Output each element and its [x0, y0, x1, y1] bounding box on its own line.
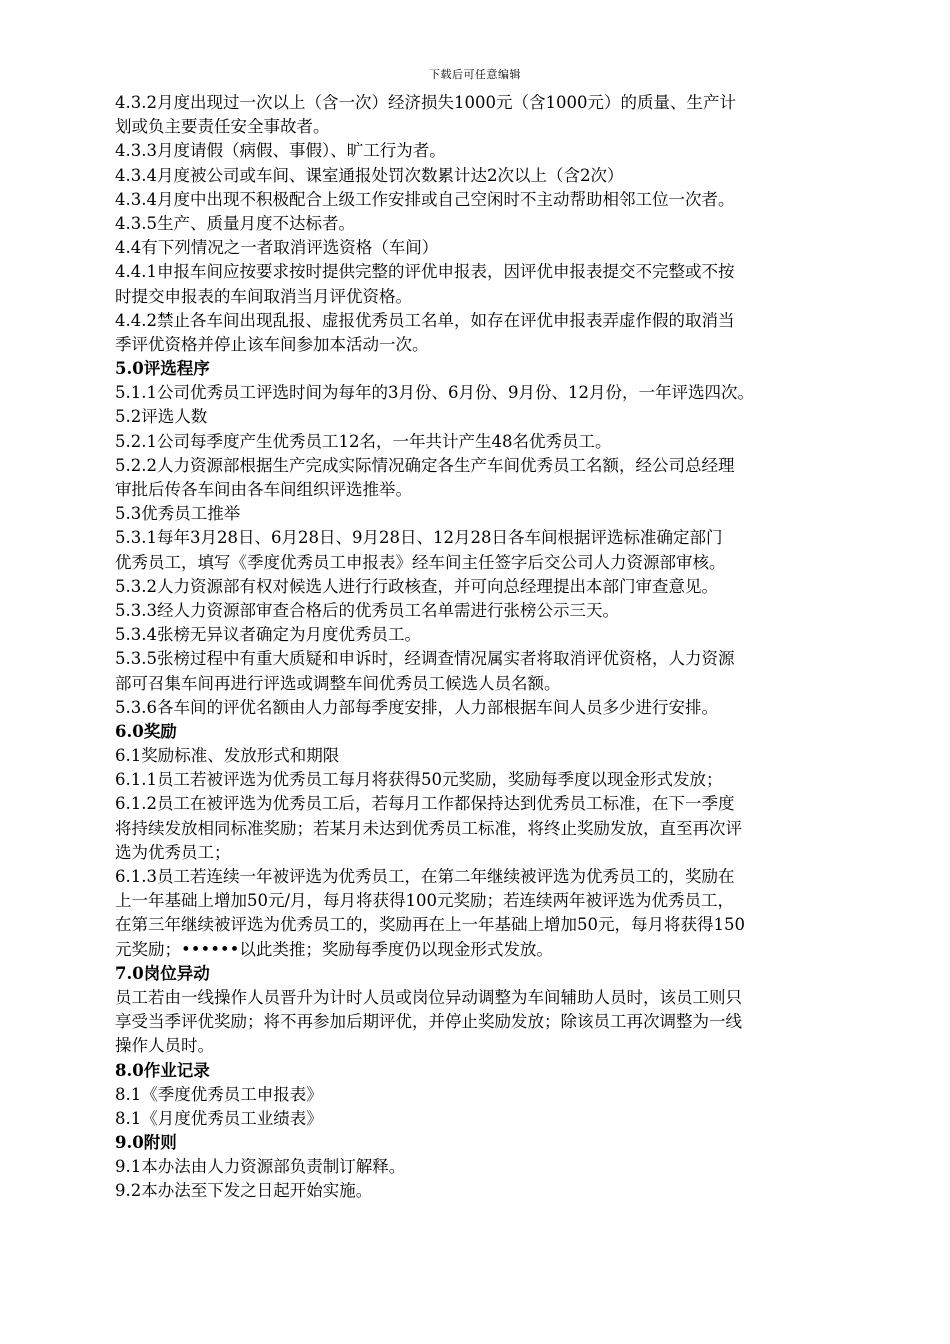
- text-line: 操作人员时。: [115, 1036, 214, 1056]
- text-line: 6.1奖励标准、发放形式和期限: [115, 746, 340, 766]
- text-line: 9.2本办法至下发之日起开始实施。: [115, 1181, 373, 1201]
- text-line: 员工若由一线操作人员晋升为计时人员或岗位异动调整为车间辅助人员时，该员工则只: [115, 987, 742, 1007]
- text-line: 5.2.2人力资源部根据生产完成实际情况确定各生产车间优秀员工名额，经公司总经理: [115, 455, 735, 475]
- section-heading: 5.0评选程序: [115, 359, 210, 379]
- text-line: 在第三年继续被评选为优秀员工的，奖励再在上一年基础上增加50元，每月将获得150: [115, 915, 745, 935]
- text-line: 元奖励；••••••以此类推；奖励每季度仍以现金形式发放。: [115, 939, 553, 959]
- text-line: 选为优秀员工；: [115, 842, 231, 862]
- text-line: 4.3.4月度中出现不积极配合上级工作安排或自己空闲时不主动帮助相邻工位一次者。: [115, 189, 735, 209]
- text-line: 6.1.3员工若连续一年被评选为优秀员工，在第二年继续被评选为优秀员工的，奖励在: [115, 867, 735, 886]
- text-line: 5.3优秀员工推举: [115, 504, 241, 524]
- section-heading: 9.0附则: [115, 1133, 177, 1153]
- text-line: 9.1本办法由人力资源部负责制订解释。: [115, 1157, 406, 1177]
- page-header: 下载后可任意编辑: [429, 68, 521, 81]
- text-line: 6.1.1员工若被评选为优秀员工每月将获得50元奖励，奖励每季度以现金形式发放；: [115, 770, 723, 790]
- text-line: 季评优资格并停止该车间参加本活动一次。: [115, 334, 429, 354]
- text-line: 5.1.1公司优秀员工评选时间为每年的3月份、6月份、9月份、12月份，一年评选四次。: [115, 383, 754, 403]
- text-line: 享受当季评优奖励；将不再参加后期评优，并停止奖励发放；除该员工再次调整为一线: [115, 1012, 742, 1032]
- text-line: 8.1《月度优秀员工业绩表》: [115, 1108, 323, 1128]
- text-line: 5.3.2人力资源部有权对候选人进行行政核查，并可向总经理提出本部门审查意见。: [115, 576, 718, 596]
- text-line: 4.3.5生产、质量月度不达标者。: [115, 213, 355, 233]
- text-line: 4.3.3月度请假（病假、事假）、旷工行为者。: [115, 141, 446, 161]
- text-line: 4.4有下列情况之一者取消评选资格（车间）: [115, 238, 439, 258]
- text-line: 时提交申报表的车间取消当月评优资格。: [115, 286, 412, 306]
- section-heading: 8.0作业记录: [115, 1060, 210, 1080]
- section-heading: 7.0岗位异动: [115, 963, 210, 983]
- text-line: 5.2.1公司每季度产生优秀员工12名，一年共计产生48名优秀员工。: [115, 431, 612, 451]
- document-body: [115, 91, 857, 1204]
- text-line: 5.2评选人数: [115, 407, 208, 427]
- text-line: 审批后传各车间由各车间组织评选推举。: [115, 480, 412, 499]
- text-line: 8.1《季度优秀员工申报表》: [115, 1084, 323, 1104]
- text-line: 划或负主要责任安全事故者。: [115, 117, 330, 137]
- text-line: 5.3.1每年3月28日、6月28日、9月28日、12月28日各车间根据评选标准确定部门: [115, 528, 723, 548]
- text-line: 5.3.3经人力资源部审查合格后的优秀员工名单需进行张榜公示三天。: [115, 600, 619, 620]
- text-line: 5.3.4张榜无异议者确定为月度优秀员工。: [115, 625, 421, 645]
- text-line: 上一年基础上增加50元/月，每月将获得100元奖励；若连续两年被评选为优秀员工，: [115, 891, 735, 911]
- text-line: 6.1.2员工在被评选为优秀员工后，若每月工作都保持达到优秀员工标准，在下一季度: [115, 794, 735, 814]
- text-line: 4.3.4月度被公司或车间、课室通报处罚次数累计达2次以上（含2次）: [115, 165, 624, 185]
- text-line: 5.3.5张榜过程中有重大质疑和申诉时，经调查情况属实者将取消评优资格，人力资源: [115, 649, 735, 669]
- text-line: 4.4.1申报车间应按要求按时提供完整的评优申报表，因评优申报表提交不完整或不按: [115, 262, 735, 282]
- text-line: 将持续发放相同标准奖励；若某月未达到优秀员工标准，将终止奖励发放，直至再次评: [115, 818, 742, 838]
- text-line: 5.3.6各车间的评优名额由人力部每季度安排，人力部根据车间人员多少进行安排。: [115, 697, 718, 717]
- text-line: 部可召集车间再进行评选或调整车间优秀员工候选人员名额。: [115, 673, 561, 693]
- text-line: 优秀员工，填写《季度优秀员工申报表》经车间主任签字后交公司人力资源部审核。: [115, 552, 726, 572]
- section-heading: 6.0奖励: [115, 721, 177, 741]
- text-line: 4.3.2月度出现过一次以上（含一次）经济损失1000元（含1000元）的质量、生产计: [115, 93, 736, 112]
- text-line: 4.4.2禁止各车间出现乱报、虚报优秀员工名单，如存在评优申报表弄虚作假的取消当: [115, 310, 735, 330]
